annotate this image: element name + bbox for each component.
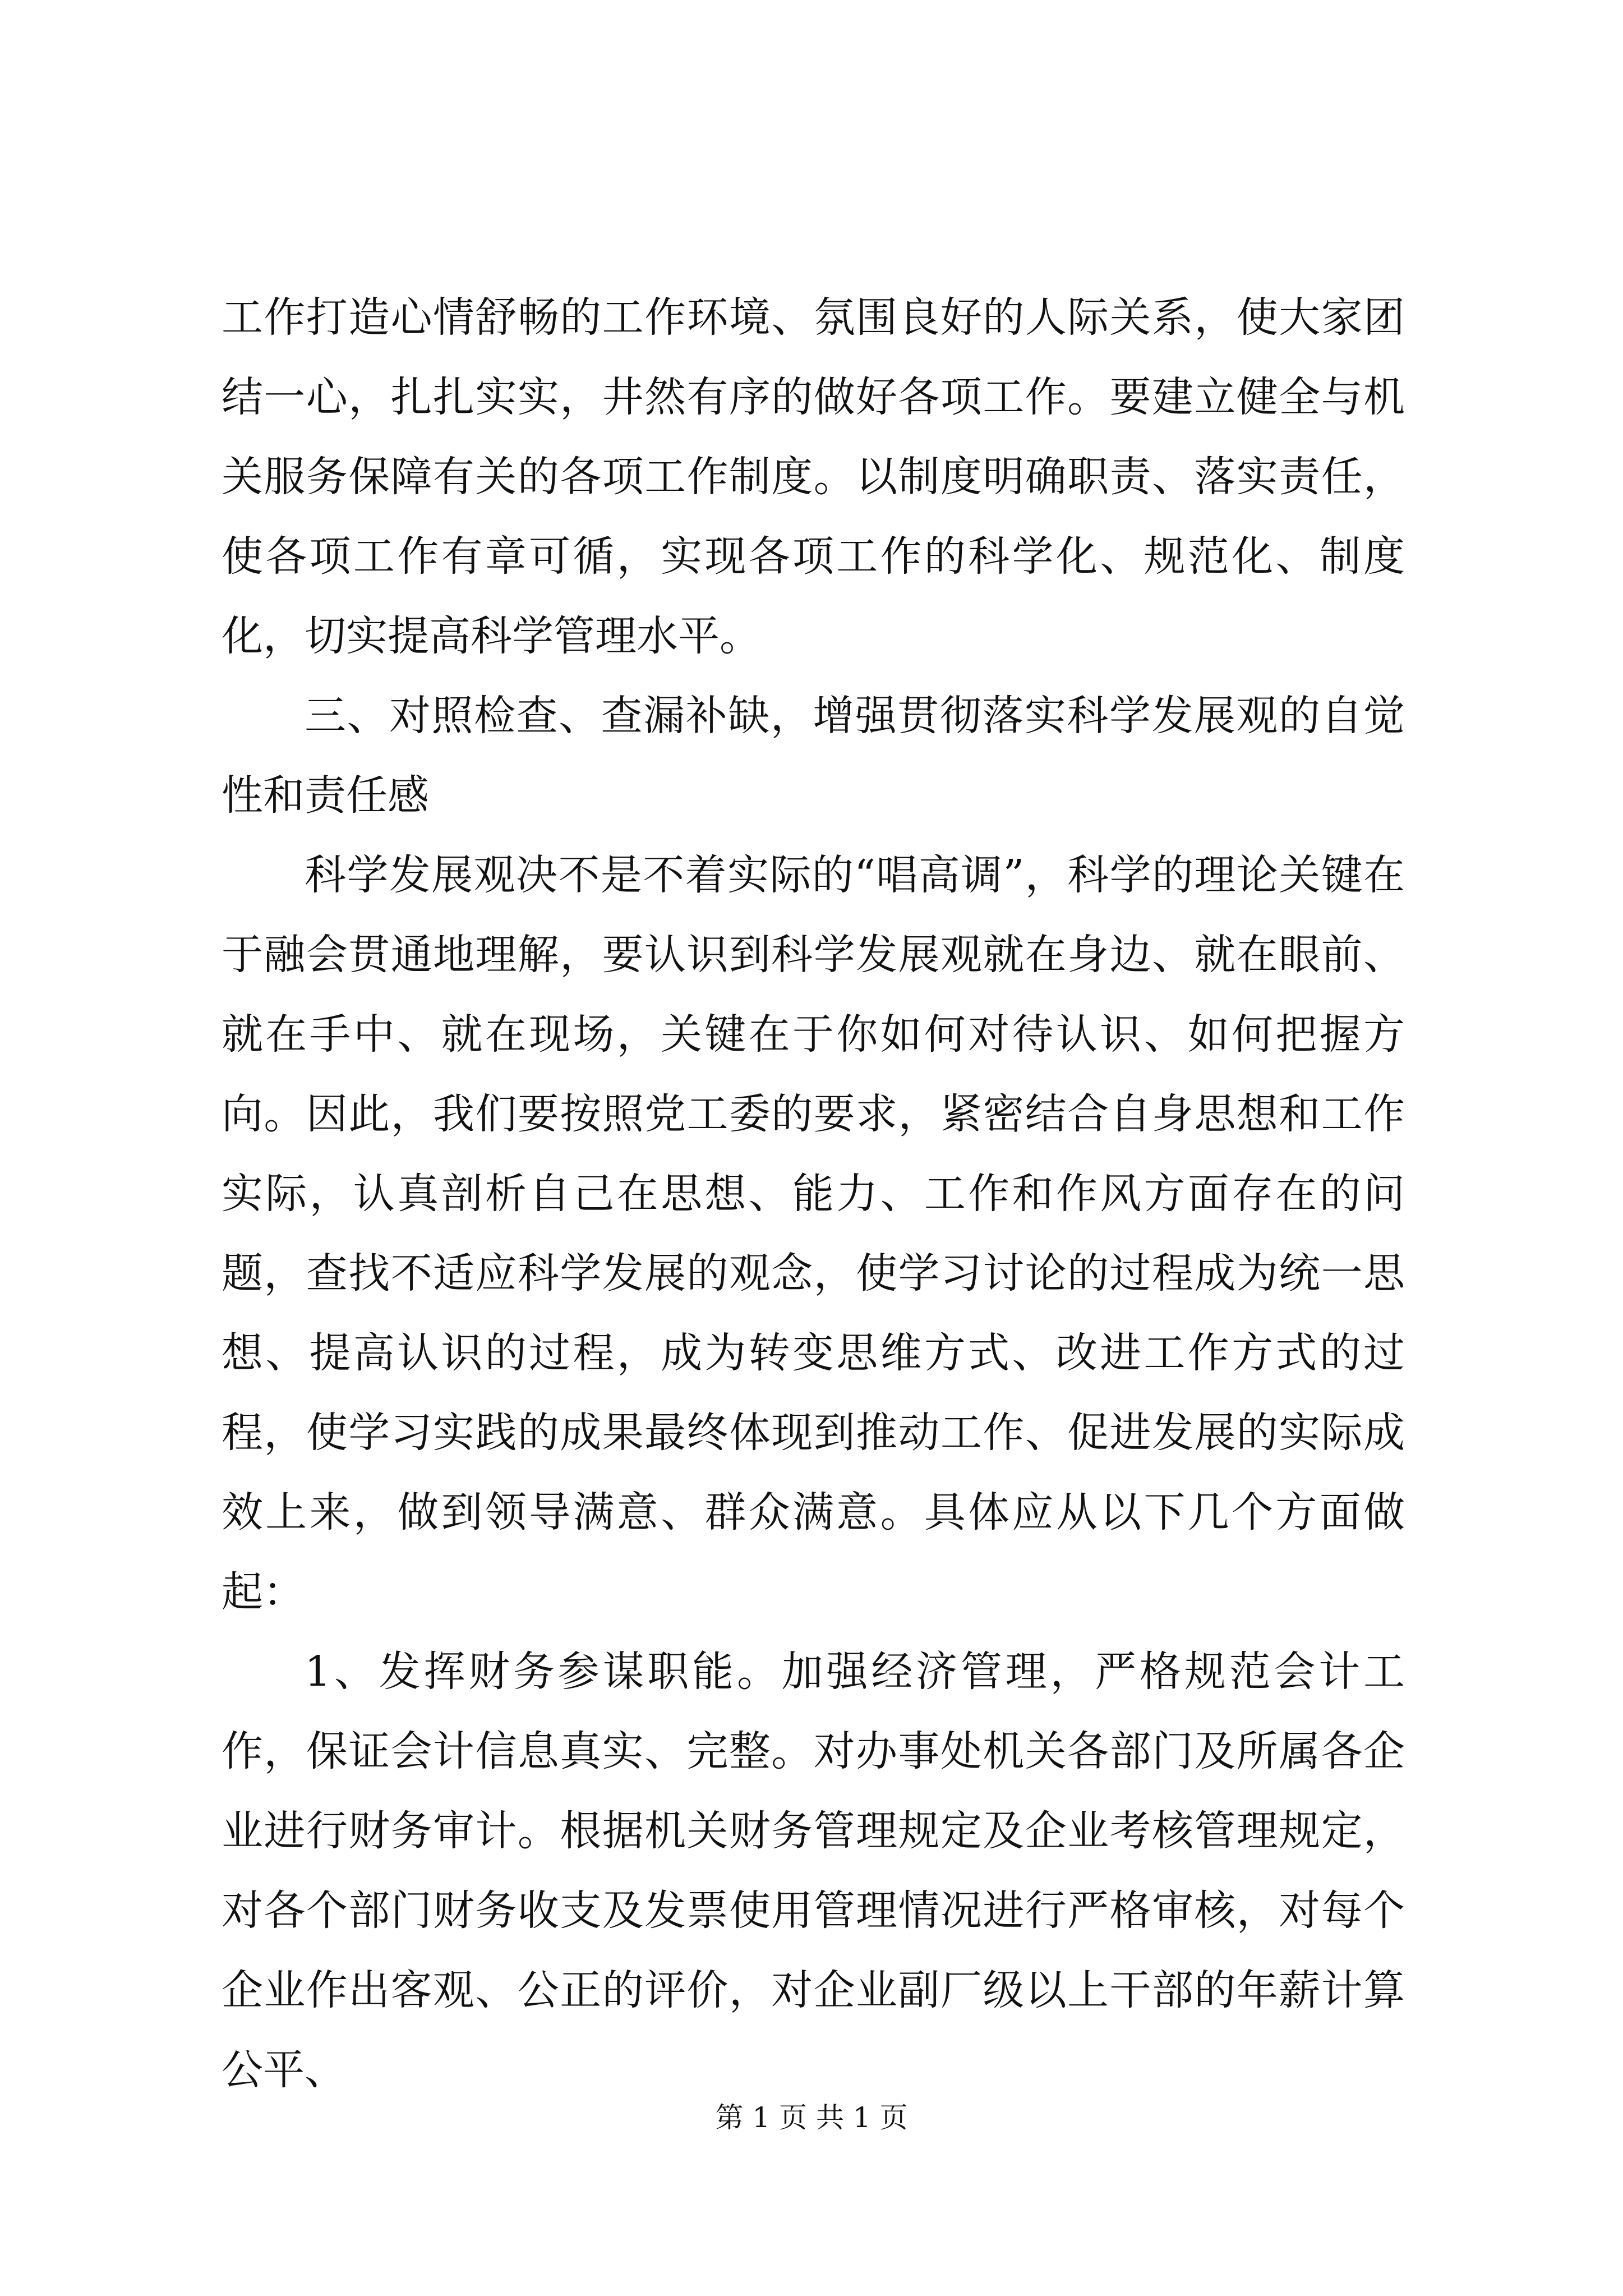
page-footer: 第 1 页 共 1 页 [715,2101,908,2134]
paragraph-continuation: 工作打造心情舒畅的工作环境、氛围良好的人际关系，使大家团结一心，扎扎实实，井然有序的做好各项工作。要建立健全与机关服务保障有关的各项工作制度。以制度明确职责、落实责任，使各项工作有章可循，实现各项工作的科学化、规范化、制度化，切实提高科学管理水平。 [222,293,1405,660]
section-heading: 三、对照检查、查漏补缺，增强贯彻落实科学发展观的自觉性和责任感 [222,692,1405,820]
document-body [222,278,1405,2110]
paragraph: 科学发展观决不是不着实际的“唱高调”，科学的理论关键在于融会贯通地理解，要认识到科学发展观就在身边、就在眼前、就在手中、就在现场，关键在于你如何对待认识、如何把握方向。因此，我们要按照党工委的要求，紧密结合自身思想和工作实际，认真剖析自己在思想、能力、工作和作风方面存在的问题，查找不适应科学发展的观念，使学习讨论的过程成为统一思想、提高认识的过程，成为转变思维方式、改进工作方式的过程，使学习实践的成果最终体现到推动工作、促进发展的实际成效上来，做到领导满意、群众满意。具体应从以下几个方面做起： [222,851,1405,1616]
list-item-paragraph: 1、发挥财务参谋职能。加强经济管理，严格规范会计工作，保证会计信息真实、完整。对办事处机关各部门及所属各企业进行财务审计。根据机关财务管理规定及企业考核管理规定，对各个部门财务收支及发票使用管理情况进行严格审核，对每个企业作出客观、公正的评价，对企业副厂级以上干部的年薪计算公平、 [222,1648,1405,2094]
